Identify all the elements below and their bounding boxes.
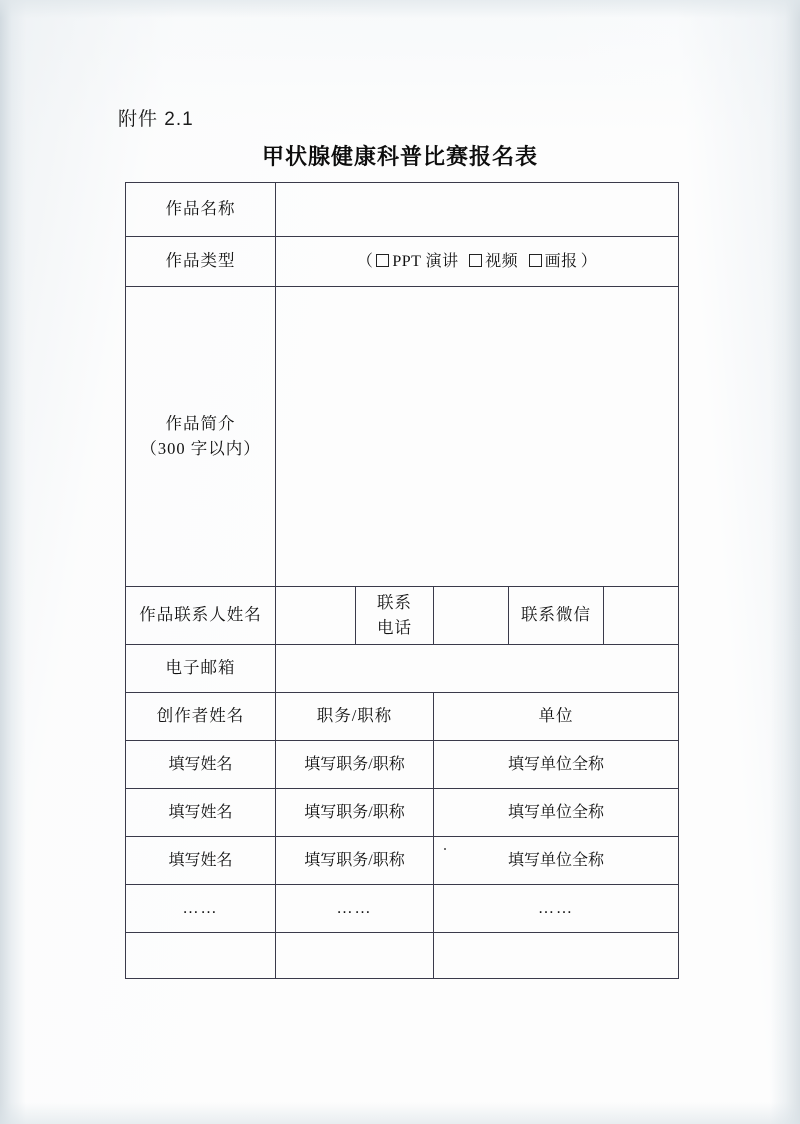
table-row-creator-header xyxy=(126,693,679,741)
table-row xyxy=(126,741,679,789)
work-intro-value[interactable] xyxy=(276,287,679,587)
attachment-label: 附件 2.1 xyxy=(118,109,194,130)
table-row xyxy=(126,885,679,933)
work-name-label: 作品名称 xyxy=(126,183,276,237)
contact-name-label: 作品联系人姓名 xyxy=(126,587,276,645)
scan-artifact-dot xyxy=(444,848,446,850)
table-row-work-name xyxy=(126,183,679,237)
paren-open: （ xyxy=(356,252,374,270)
table-row xyxy=(126,789,679,837)
creator-title-cell[interactable]: 填写职务/职称 xyxy=(276,837,434,885)
contact-wechat-label: 联系微信 xyxy=(509,587,604,645)
creator-name-cell[interactable] xyxy=(126,933,276,979)
creator-name-header: 创作者姓名 xyxy=(126,693,276,741)
option-video[interactable] xyxy=(469,253,518,270)
checkbox-icon-video[interactable] xyxy=(469,254,482,267)
contact-phone-value[interactable] xyxy=(434,587,509,645)
email-label: 电子邮箱 xyxy=(126,645,276,693)
creator-unit-cell[interactable]: 填写单位全称 xyxy=(434,741,679,789)
creator-title-header: 职务/职称 xyxy=(276,693,434,741)
creator-name-cell[interactable]: 填写姓名 xyxy=(126,741,276,789)
table-row-email xyxy=(126,645,679,693)
creator-unit-header: 单位 xyxy=(434,693,679,741)
creator-unit-cell[interactable]: 填写单位全称 xyxy=(434,789,679,837)
contact-wechat-value[interactable] xyxy=(604,587,679,645)
option-poster-label: 画报 xyxy=(544,252,578,270)
table-row xyxy=(126,837,679,885)
contact-phone-label xyxy=(356,587,434,645)
contact-phone-label-line1: 联系 xyxy=(377,592,412,612)
work-intro-label-line1: 作品简介 xyxy=(165,413,236,433)
paren-close: ） xyxy=(580,252,598,270)
checkbox-icon-poster[interactable] xyxy=(529,254,542,267)
contact-phone-label-line2: 电话 xyxy=(377,617,412,637)
option-ppt-label: PPT 演讲 xyxy=(392,252,459,270)
creator-title-cell[interactable]: 填写职务/职称 xyxy=(276,741,434,789)
creator-unit-cell[interactable] xyxy=(434,933,679,979)
option-ppt[interactable] xyxy=(376,253,458,270)
work-name-value[interactable] xyxy=(276,183,679,237)
creator-title-cell[interactable] xyxy=(276,933,434,979)
contact-name-value[interactable] xyxy=(276,587,356,645)
work-type-label: 作品类型 xyxy=(126,237,276,287)
page-title: 甲状腺健康科普比赛报名表 xyxy=(261,144,538,169)
option-video-label: 视频 xyxy=(485,252,519,270)
work-intro-label-line2: （300 字以内） xyxy=(140,438,261,458)
creator-name-cell[interactable]: 填写姓名 xyxy=(126,789,276,837)
table-row-work-intro xyxy=(126,287,679,587)
registration-form-table xyxy=(125,182,679,979)
email-value[interactable] xyxy=(276,645,679,693)
creator-name-cell[interactable]: 填写姓名 xyxy=(126,837,276,885)
table-row xyxy=(126,933,679,979)
creator-title-cell[interactable]: …… xyxy=(276,885,434,933)
creator-title-cell[interactable]: 填写职务/职称 xyxy=(276,789,434,837)
scan-shadow-bottom xyxy=(0,1102,800,1124)
scan-shadow-top xyxy=(0,0,800,18)
option-poster[interactable] xyxy=(529,253,578,270)
creator-name-cell[interactable]: …… xyxy=(126,885,276,933)
work-type-options[interactable] xyxy=(276,237,679,287)
creator-unit-cell[interactable]: …… xyxy=(434,885,679,933)
table-row-work-type xyxy=(126,237,679,287)
table-row-contact xyxy=(126,587,679,645)
checkbox-icon-ppt[interactable] xyxy=(376,254,389,267)
creator-unit-cell[interactable]: 填写单位全称 xyxy=(434,837,679,885)
work-intro-label xyxy=(126,287,276,587)
